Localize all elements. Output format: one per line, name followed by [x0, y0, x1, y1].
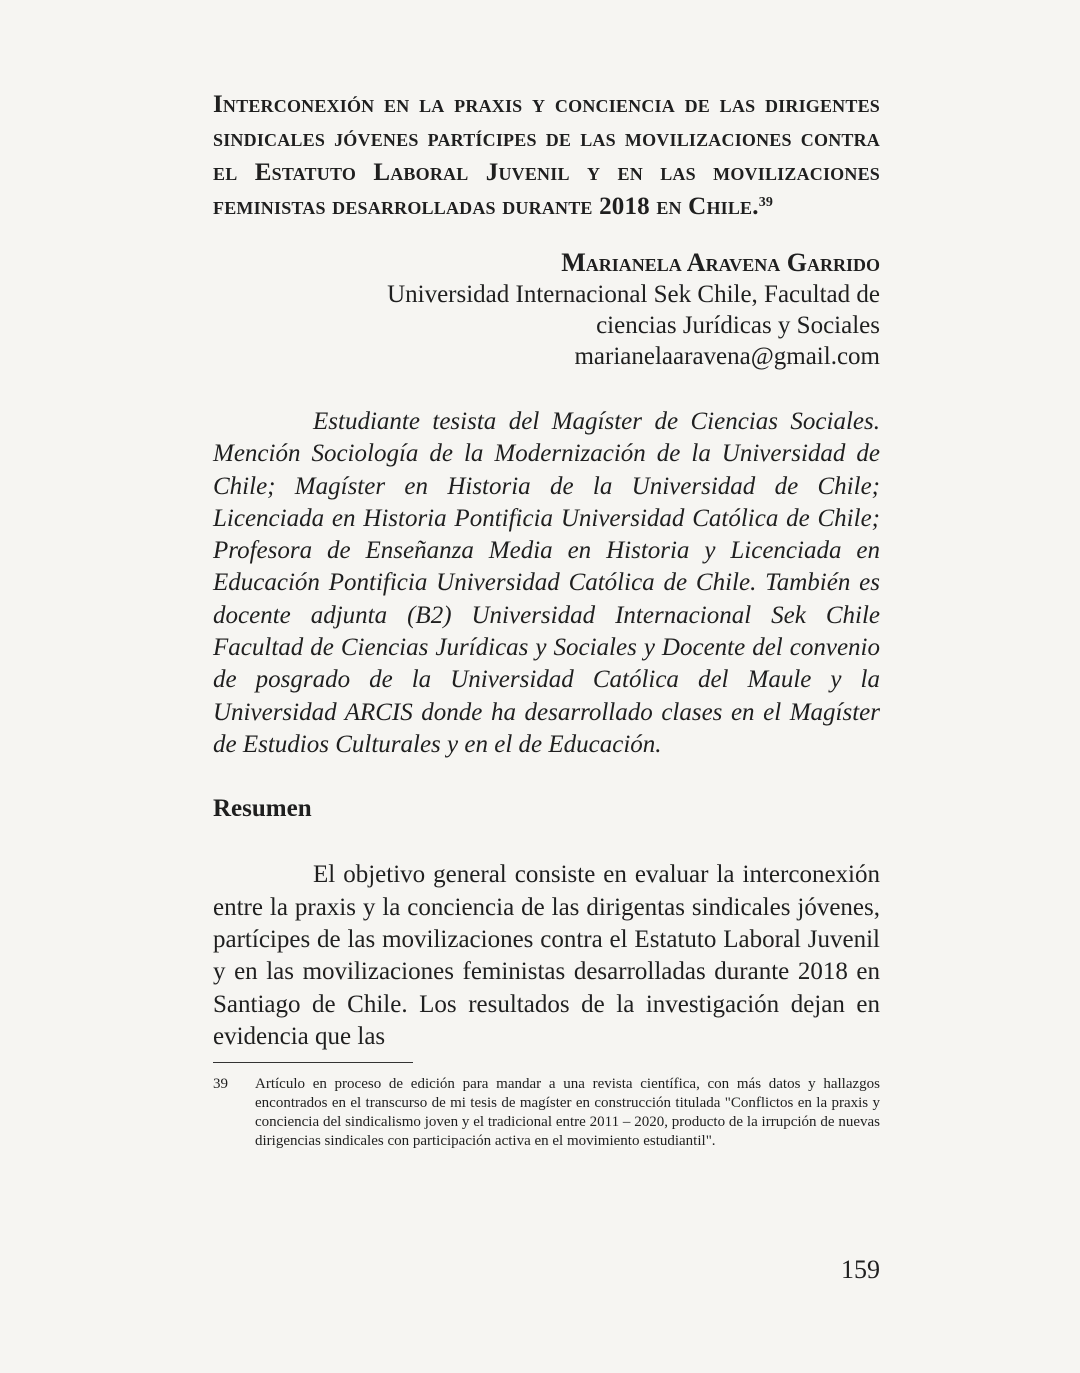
footnote-reference: 39 [758, 195, 774, 210]
abstract-text: El objetivo general consiste en evaluar la interconexión entre la praxis y la conciencia de las dirigentas sindicales jóvenes, partícipes de las movilizaciones contra el Estatuto Laboral Juvenil y en las movilizaciones feministas desarrolladas durante 2018 en Santiago de Chile. Los resultados de la investigación dejan en evidencia que las [213, 861, 880, 1051]
footnote-divider [213, 1062, 413, 1063]
affiliation-line-2: ciencias Jurídicas y Sociales [596, 312, 880, 339]
page-number: 159 [841, 1255, 880, 1284]
affiliation-line-1: Universidad Internacional Sek Chile, Facultad de [387, 281, 880, 308]
author-email: marianelaaravena@gmail.com [574, 343, 880, 370]
abstract-heading: Resumen [213, 795, 312, 823]
footnote [213, 1075, 880, 1151]
document-page [213, 88, 880, 1151]
author-bio: Estudiante tesista del Magíster de Ciencias Sociales. Mención Sociología de la Modernización de la Universidad de Chile; Magíster en Historia de la Universidad de Chile; Licenciada en Historia Pontificia Universidad Católica de Chile; Profesora de Enseñanza Media en Historia y Licenciada en Educación Pontificia Universidad Católica de Chile. También es docente adjunta (B2) Universidad Internacional Sek Chile Facultad de Ciencias Jurídicas y Sociales y Docente del convenio de posgrado de la Universidad Católica del Maule y la Universidad ARCIS donde ha desarrollado clases en el Magíster de Estudios Culturales y en el de Educación. [213, 408, 880, 758]
footnote-text: Artículo en proceso de edición para mandar a una revista científica, con más datos y hallazgos encontrados en el transcurso de mi tesis de magíster en construcción titulada "Conflictos en la praxis y conciencia del sindicalismo joven y el tradicional entre 2011 – 2020, producto de la irrupción de nuevas dirigencias sindicales con participación activa en el movimiento estudiantil". [255, 1075, 880, 1149]
author-name: Marianela Aravena Garrido [561, 248, 880, 277]
article-title [213, 88, 880, 224]
title-text: Interconexión en la praxis y conciencia de las dirigentes sindicales jóvenes partícipes de las movilizaciones contra el Estatuto Laboral Juvenil y en las movilizaciones feministas desarrolladas durante 2018 en Chile. [213, 91, 880, 220]
footnote-number: 39 [213, 1075, 228, 1092]
author-affiliation [213, 279, 880, 372]
